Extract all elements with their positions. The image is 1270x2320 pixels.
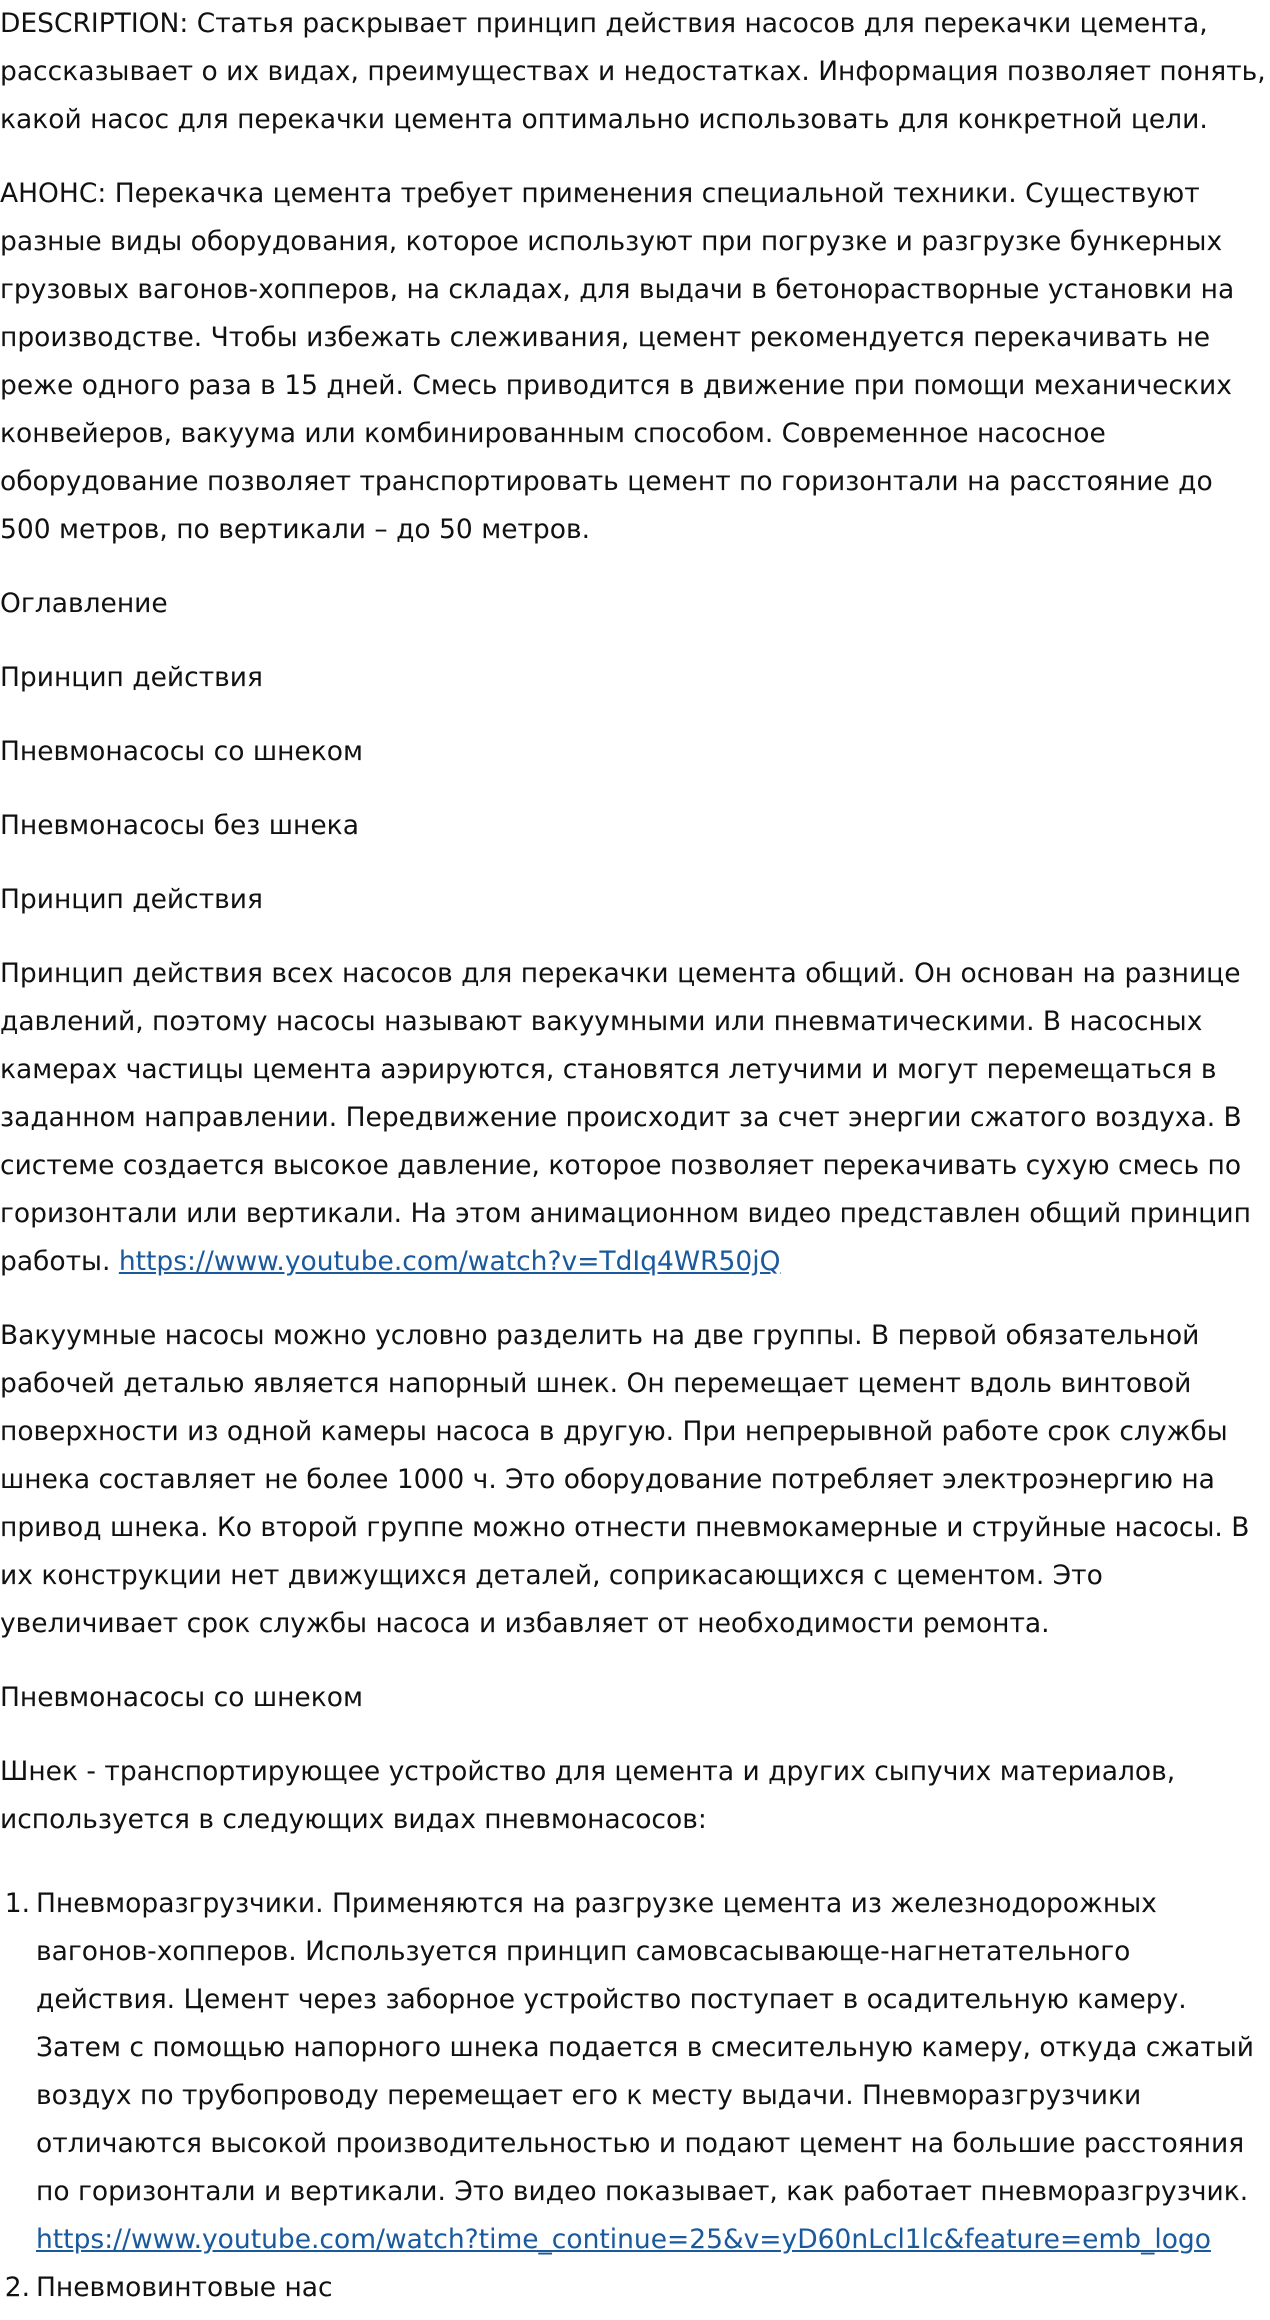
toc-item-screw-pumps: Пневмонасосы со шнеком xyxy=(0,736,363,767)
toc-item-screwless-pumps: Пневмонасосы без шнека xyxy=(0,810,359,841)
toc-item-principle: Принцип действия xyxy=(0,662,263,693)
principle-paragraph xyxy=(0,950,1270,1286)
list-item xyxy=(36,1880,1270,2264)
list-item xyxy=(36,2264,1270,2312)
pump-types-list xyxy=(0,1880,1270,2312)
screw-intro-paragraph: Шнек - транспортирующее устройство для цемента и других сыпучих материалов, используется в следующих видах пневмонасосов: xyxy=(0,1756,1176,1835)
section-heading-screw-pumps: Пневмонасосы со шнеком xyxy=(0,1682,363,1713)
list-item-text: Пневмовинтовые нас xyxy=(36,2272,333,2303)
youtube-link-principle[interactable]: https://www.youtube.com/watch?v=TdIq4WR50jQ xyxy=(118,1246,781,1277)
announce-paragraph: АНОНС: Перекачка цемента требует применения специальной техники. Существуют разные виды оборудования, которое используют при погрузке и разгрузке бункерных грузовых вагонов-хопперов, на складах, для выдачи в бетонорастворные установки на производстве. Чтобы избежать слеживания, цемент рекомендуется перекачивать не реже одного раза в 15 дней. Смесь приводится в движение при помощи механических конвейеров, вакуума или комбинированным способом. Современное насосное оборудование позволяет транспортировать цемент по горизонтали на расстояние до 500 метров, по вертикали – до 50 метров. xyxy=(0,178,1235,545)
principle-paragraph-text: Принцип действия всех насосов для перекачки цемента общий. Он основан на разнице давлений, поэтому насосы называют вакуумными или пневматическими. В насосных камерах частицы цемента аэрируются, становятся летучими и могут перемещаться в заданном направлении. Передвижение происходит за счет энергии сжатого воздуха. В системе создается высокое давление, которое позволяет перекачивать сухую смесь по горизонтали или вертикали. На этом анимационном видео представлен общий принцип работы. xyxy=(0,958,1251,1277)
toc-title: Оглавление xyxy=(0,588,168,619)
description-paragraph: DESCRIPTION: Статья раскрывает принцип действия насосов для перекачки цемента, рассказывает о их видах, преимуществах и недостатках. Информация позволяет понять, какой насос для перекачки цемента оптимально использовать для конкретной цели. xyxy=(0,8,1266,135)
list-item-text: Пневморазгрузчики. Применяются на разгрузке цемента из железнодорожных вагонов-хопперов. Используется принцип самовсасывающе-нагнетательного действия. Цемент через заборное устройство поступает в осадительную камеру. Затем с помощью напорного шнека подается в смесительную камеру, откуда сжатый воздух по трубопроводу перемещает его к месту выдачи. Пневморазгрузчики отличаются высокой производительностью и подают цемент на большие расстояния по горизонтали и вертикали. Это видео показывает, как работает пневморазгрузчик. xyxy=(36,1888,1254,2207)
youtube-link-unloader[interactable]: https://www.youtube.com/watch?time_continue=25&v=yD60nLcl1lc&feature=emb_logo xyxy=(36,2224,1211,2255)
section-heading-principle: Принцип действия xyxy=(0,884,263,915)
vacuum-pumps-paragraph: Вакуумные насосы можно условно разделить на две группы. В первой обязательной рабочей деталью является напорный шнек. Он перемещает цемент вдоль винтовой поверхности из одной камеры насоса в другую. При непрерывной работе срок службы шнека составляет не более 1000 ч. Это оборудование потребляет электроэнергию на привод шнека. Ко второй группе можно отнести пневмокамерные и струйные насосы. В их конструкции нет движущихся деталей, соприкасающихся с цементом. Это увеличивает срок службы насоса и избавляет от необходимости ремонта. xyxy=(0,1320,1250,1639)
